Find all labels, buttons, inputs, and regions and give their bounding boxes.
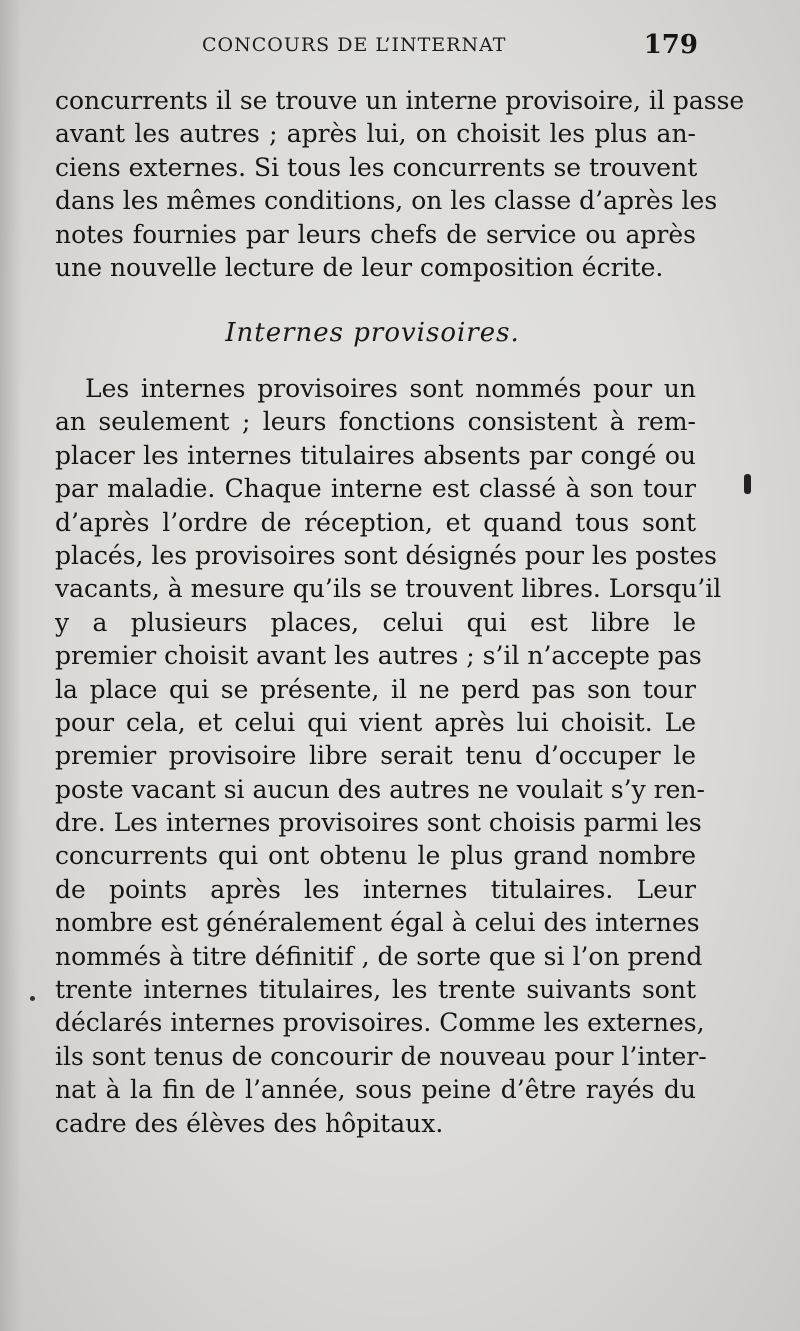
ink-mark <box>744 474 751 494</box>
text-line: d’après l’ordre de réception, et quand tous sont <box>55 507 696 537</box>
text-line: ils sont tenus de concourir de nouveau pour l’inter- <box>55 1041 707 1071</box>
text-line: avant les autres ; après lui, on choisit les plus an- <box>55 119 696 149</box>
text-line: premier provisoire libre serait tenu d’occuper le <box>55 741 696 771</box>
text-line: trente internes titulaires, les trente suivants sont <box>55 975 696 1005</box>
text-line: Les internes provisoires sont nommés pour un <box>85 374 696 403</box>
text-line: concurrents qui ont obtenu le plus grand nombre <box>55 841 696 871</box>
text-line: déclarés internes provisoires. Comme les externes, <box>55 1008 705 1038</box>
text-line: notes fournies par leurs chefs de service ou après <box>55 219 696 249</box>
text-line: de points après les internes titulaires. Leur <box>55 874 696 904</box>
text-line: placer les internes titulaires absents par congé ou <box>55 440 696 470</box>
text-line: nommés à titre définitif , de sorte que si l’on prend <box>55 941 703 971</box>
text-line: placés, les provisoires sont désignés pour les postes <box>55 540 717 570</box>
page-number: 179 <box>643 30 698 60</box>
text-line: nombre est généralement égal à celui des internes <box>55 908 700 938</box>
page-header <box>52 30 698 66</box>
text-line: concurrents il se trouve un interne provisoire, il passe <box>55 86 745 115</box>
text-line: nat à la fin de l’année, sous peine d’être rayés du <box>55 1075 696 1105</box>
text-line: dans les mêmes conditions, on les classe d’après les <box>55 186 718 216</box>
text-line: vacants, à mesure qu’ils se trouvent libres. Lorsqu’il <box>55 574 722 604</box>
ink-dot <box>30 996 35 1001</box>
paragraph-internes-provisoires <box>55 372 722 1140</box>
page-edge-shadow <box>0 0 22 1331</box>
text-line: ciens externes. Si tous les concurrents se trouvent <box>55 152 698 182</box>
running-head: CONCOURS DE L’INTERNAT <box>202 34 507 56</box>
text-line: une nouvelle lecture de leur composition écrite. <box>55 252 664 282</box>
text-line: cadre des élèves des hôpitaux. <box>55 1108 444 1138</box>
paragraph-continued <box>55 84 745 284</box>
text-line: dre. Les internes provisoires sont choisis parmi les <box>55 808 702 838</box>
text-line: an seulement ; leurs fonctions consistent à rem- <box>55 407 696 437</box>
section-title: Internes provisoires. <box>225 318 520 348</box>
text-line: poste vacant si aucun des autres ne voulait s’y ren- <box>55 774 705 804</box>
text-line: par maladie. Chaque interne est classé à son tour <box>55 474 696 504</box>
text-line: premier choisit avant les autres ; s’il n’accepte pas <box>55 641 702 671</box>
text-line: la place qui se présente, il ne perd pas son tour <box>55 674 696 704</box>
text-line: pour cela, et celui qui vient après lui choisit. Le <box>55 707 696 737</box>
text-line: y a plusieurs places, celui qui est libre le <box>55 607 696 637</box>
